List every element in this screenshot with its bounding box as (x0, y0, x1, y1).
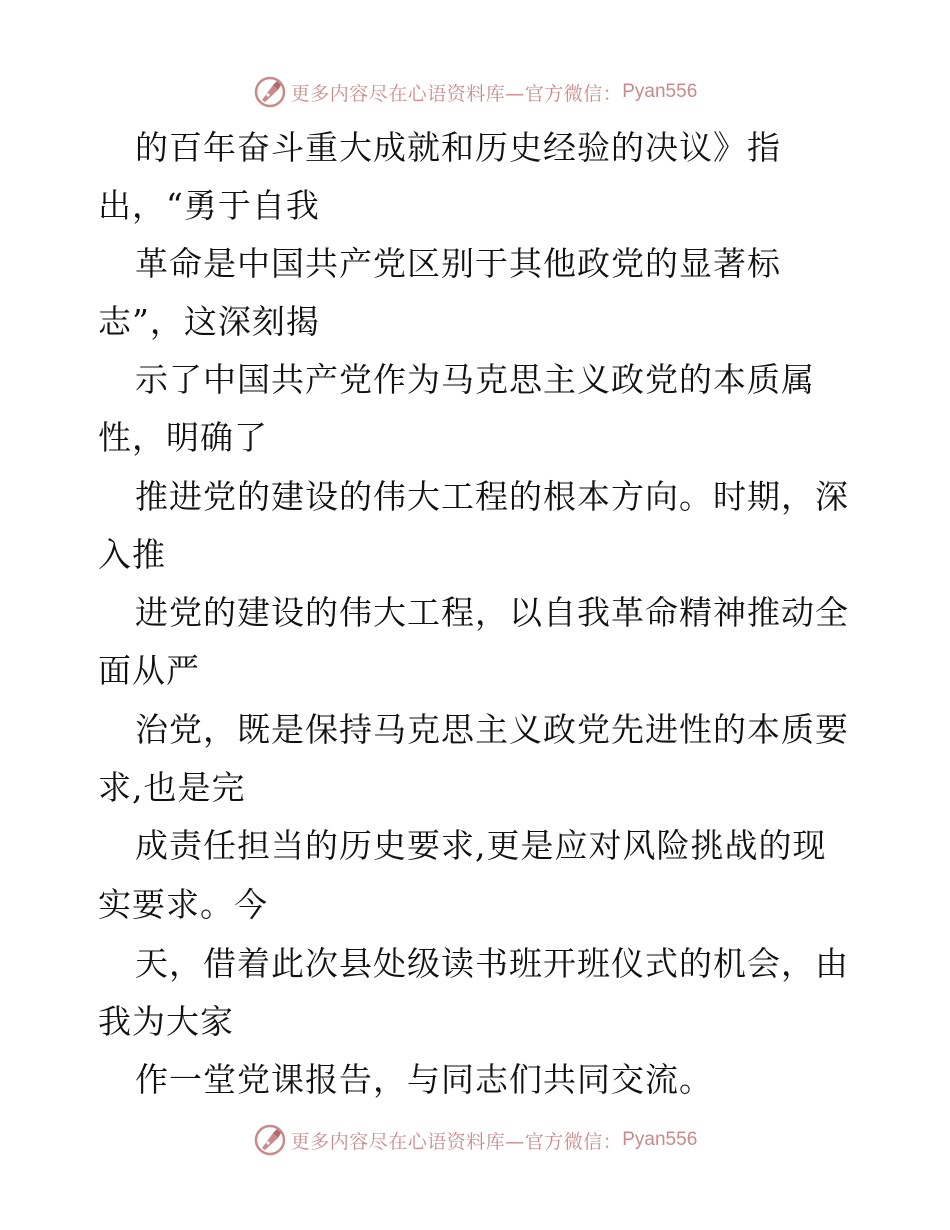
text-line: 作一堂党课报告，与同志们共同交流。 (135, 1060, 713, 1099)
text-line: 求,也是完 (98, 768, 246, 807)
text-line: 示了中国共产党作为马克思主义政党的本质属 (135, 360, 815, 399)
header-banner (0, 72, 950, 112)
text-line: 性，明确了 (98, 418, 268, 457)
text-line: 入推 (98, 535, 166, 574)
text-line: 志”，这深刻揭 (98, 302, 320, 341)
text-line: 我为大家 (98, 1002, 234, 1041)
text-line: 的百年奋斗重大成就和历史经验的决议》指 (135, 128, 781, 167)
text-line: 推进党的建设的伟大工程的根本方向。时期，深 (135, 477, 849, 516)
banner-text: 更多内容尽在心语资料库—官方微信： (290, 1130, 623, 1153)
text-line: 进党的建设的伟大工程，以自我革命精神推动全 (135, 593, 849, 632)
banner-wechat-id: Pyan556 (622, 1129, 698, 1150)
text-line: 面从严 (98, 651, 200, 690)
text-line: 治党，既是保持马克思主义政党先进性的本质要 (135, 710, 849, 749)
text-line: 实要求。今 (98, 885, 268, 924)
text-line: 天，借着此次县处级读书班开班仪式的机会，由 (135, 944, 849, 983)
text-line: 成责任担当的历史要求,更是应对风险挑战的现 (135, 826, 827, 865)
footer-banner (0, 1120, 950, 1160)
text-line: 出，“勇于自我 (98, 186, 320, 225)
banner-wechat-id: Pyan556 (622, 81, 698, 102)
text-line: 革命是中国共产党区别于其他政党的显著标 (135, 244, 781, 283)
banner-text: 更多内容尽在心语资料库—官方微信： (290, 82, 623, 105)
pen-nib-logo-icon (253, 75, 287, 109)
pen-nib-logo-icon (253, 1123, 287, 1157)
